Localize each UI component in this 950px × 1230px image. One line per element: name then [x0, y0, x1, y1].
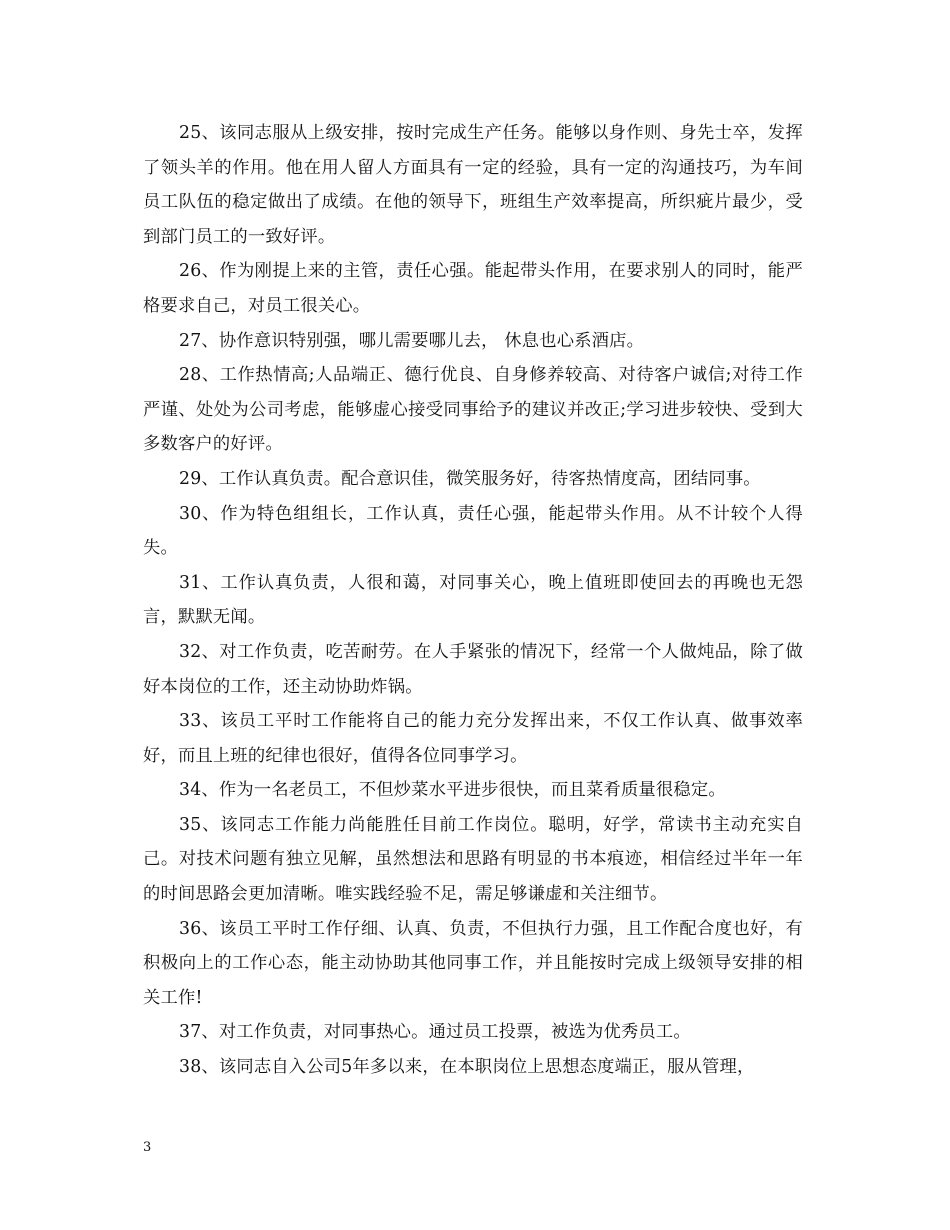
paragraph-35: 35、该同志工作能力尚能胜任目前工作岗位。聪明，好学，常读书主动充实自己。对技术问题有独立见解，虽然想法和思路有明显的书本痕迹，相信经过半年一年的时间思路会更加清晰。唯实践经验不足，需足够谦虚和关注细节。	[143, 814, 803, 905]
paragraph-28: 28、工作热情高;人品端正、德行优良、自身修养较高、对待客户诚信;对待工作严谨、处处为公司考虑，能够虚心接受同事给予的建议并改正;学习进步较快、受到大多数客户的好评。	[143, 365, 803, 455]
paragraph-25: 25、该同志服从上级安排，按时完成生产任务。能够以身作则、身先士卒，发挥了领头羊的作用。他在用人留人方面具有一定的经验，具有一定的沟通技巧，为车间员工队伍的稳定做出了成绩。在他的领导下，班组生产效率提高，所织疵片最少，受到部门员工的一致好评。	[143, 123, 803, 247]
paragraph-29: 29、工作认真负责。配合意识佳，微笑服务好，待客热情度高，团结同事。	[179, 468, 761, 489]
paragraph-32: 32、对工作负责，吃苦耐劳。在人手紧张的情况下，经常一个人做炖品，除了做好本岗位的工作，还主动协助炸锅。	[143, 641, 803, 697]
document-body	[143, 116, 803, 1085]
page-number: 3	[143, 1140, 152, 1155]
paragraph-36: 36、该员工平时工作仔细、认真、负责，不但执行力强，且工作配合度也好，有积极向上的工作心态，能主动协助其他同事工作，并且能按时完成上级领导安排的相关工作!	[143, 918, 803, 1008]
paragraph-34: 34、作为一名老员工，不但炒菜水平进步很快，而且菜肴质量很稳定。	[179, 780, 726, 801]
paragraph-26: 26、作为刚提上来的主管，责任心强。能起带头作用，在要求别人的同时，能严格要求自己，对员工很关心。	[143, 261, 803, 316]
paragraph-30: 30、作为特色组组长，工作认真，责任心强，能起带头作用。从不计较个人得失。	[143, 503, 803, 559]
paragraph-27: 27、协作意识特别强，哪儿需要哪儿去， 休息也心系酒店。	[179, 330, 645, 351]
paragraph-31: 31、工作认真负责，人很和蔼，对同事关心，晚上值班即使回去的再晚也无怨言，默默无闻。	[143, 572, 803, 628]
paragraph-33: 33、该员工平时工作能将自己的能力充分发挥出来，不仅工作认真、做事效率好，而且上班的纪律也很好，值得各位同事学习。	[143, 711, 803, 766]
paragraph-38: 38、该同志自入公司5年多以来，在本职岗位上思想态度端正，服从管理，	[179, 1057, 755, 1078]
paragraph-37: 37、对工作负责，对同事热心。通过员工投票，被选为优秀员工。	[179, 1022, 691, 1043]
